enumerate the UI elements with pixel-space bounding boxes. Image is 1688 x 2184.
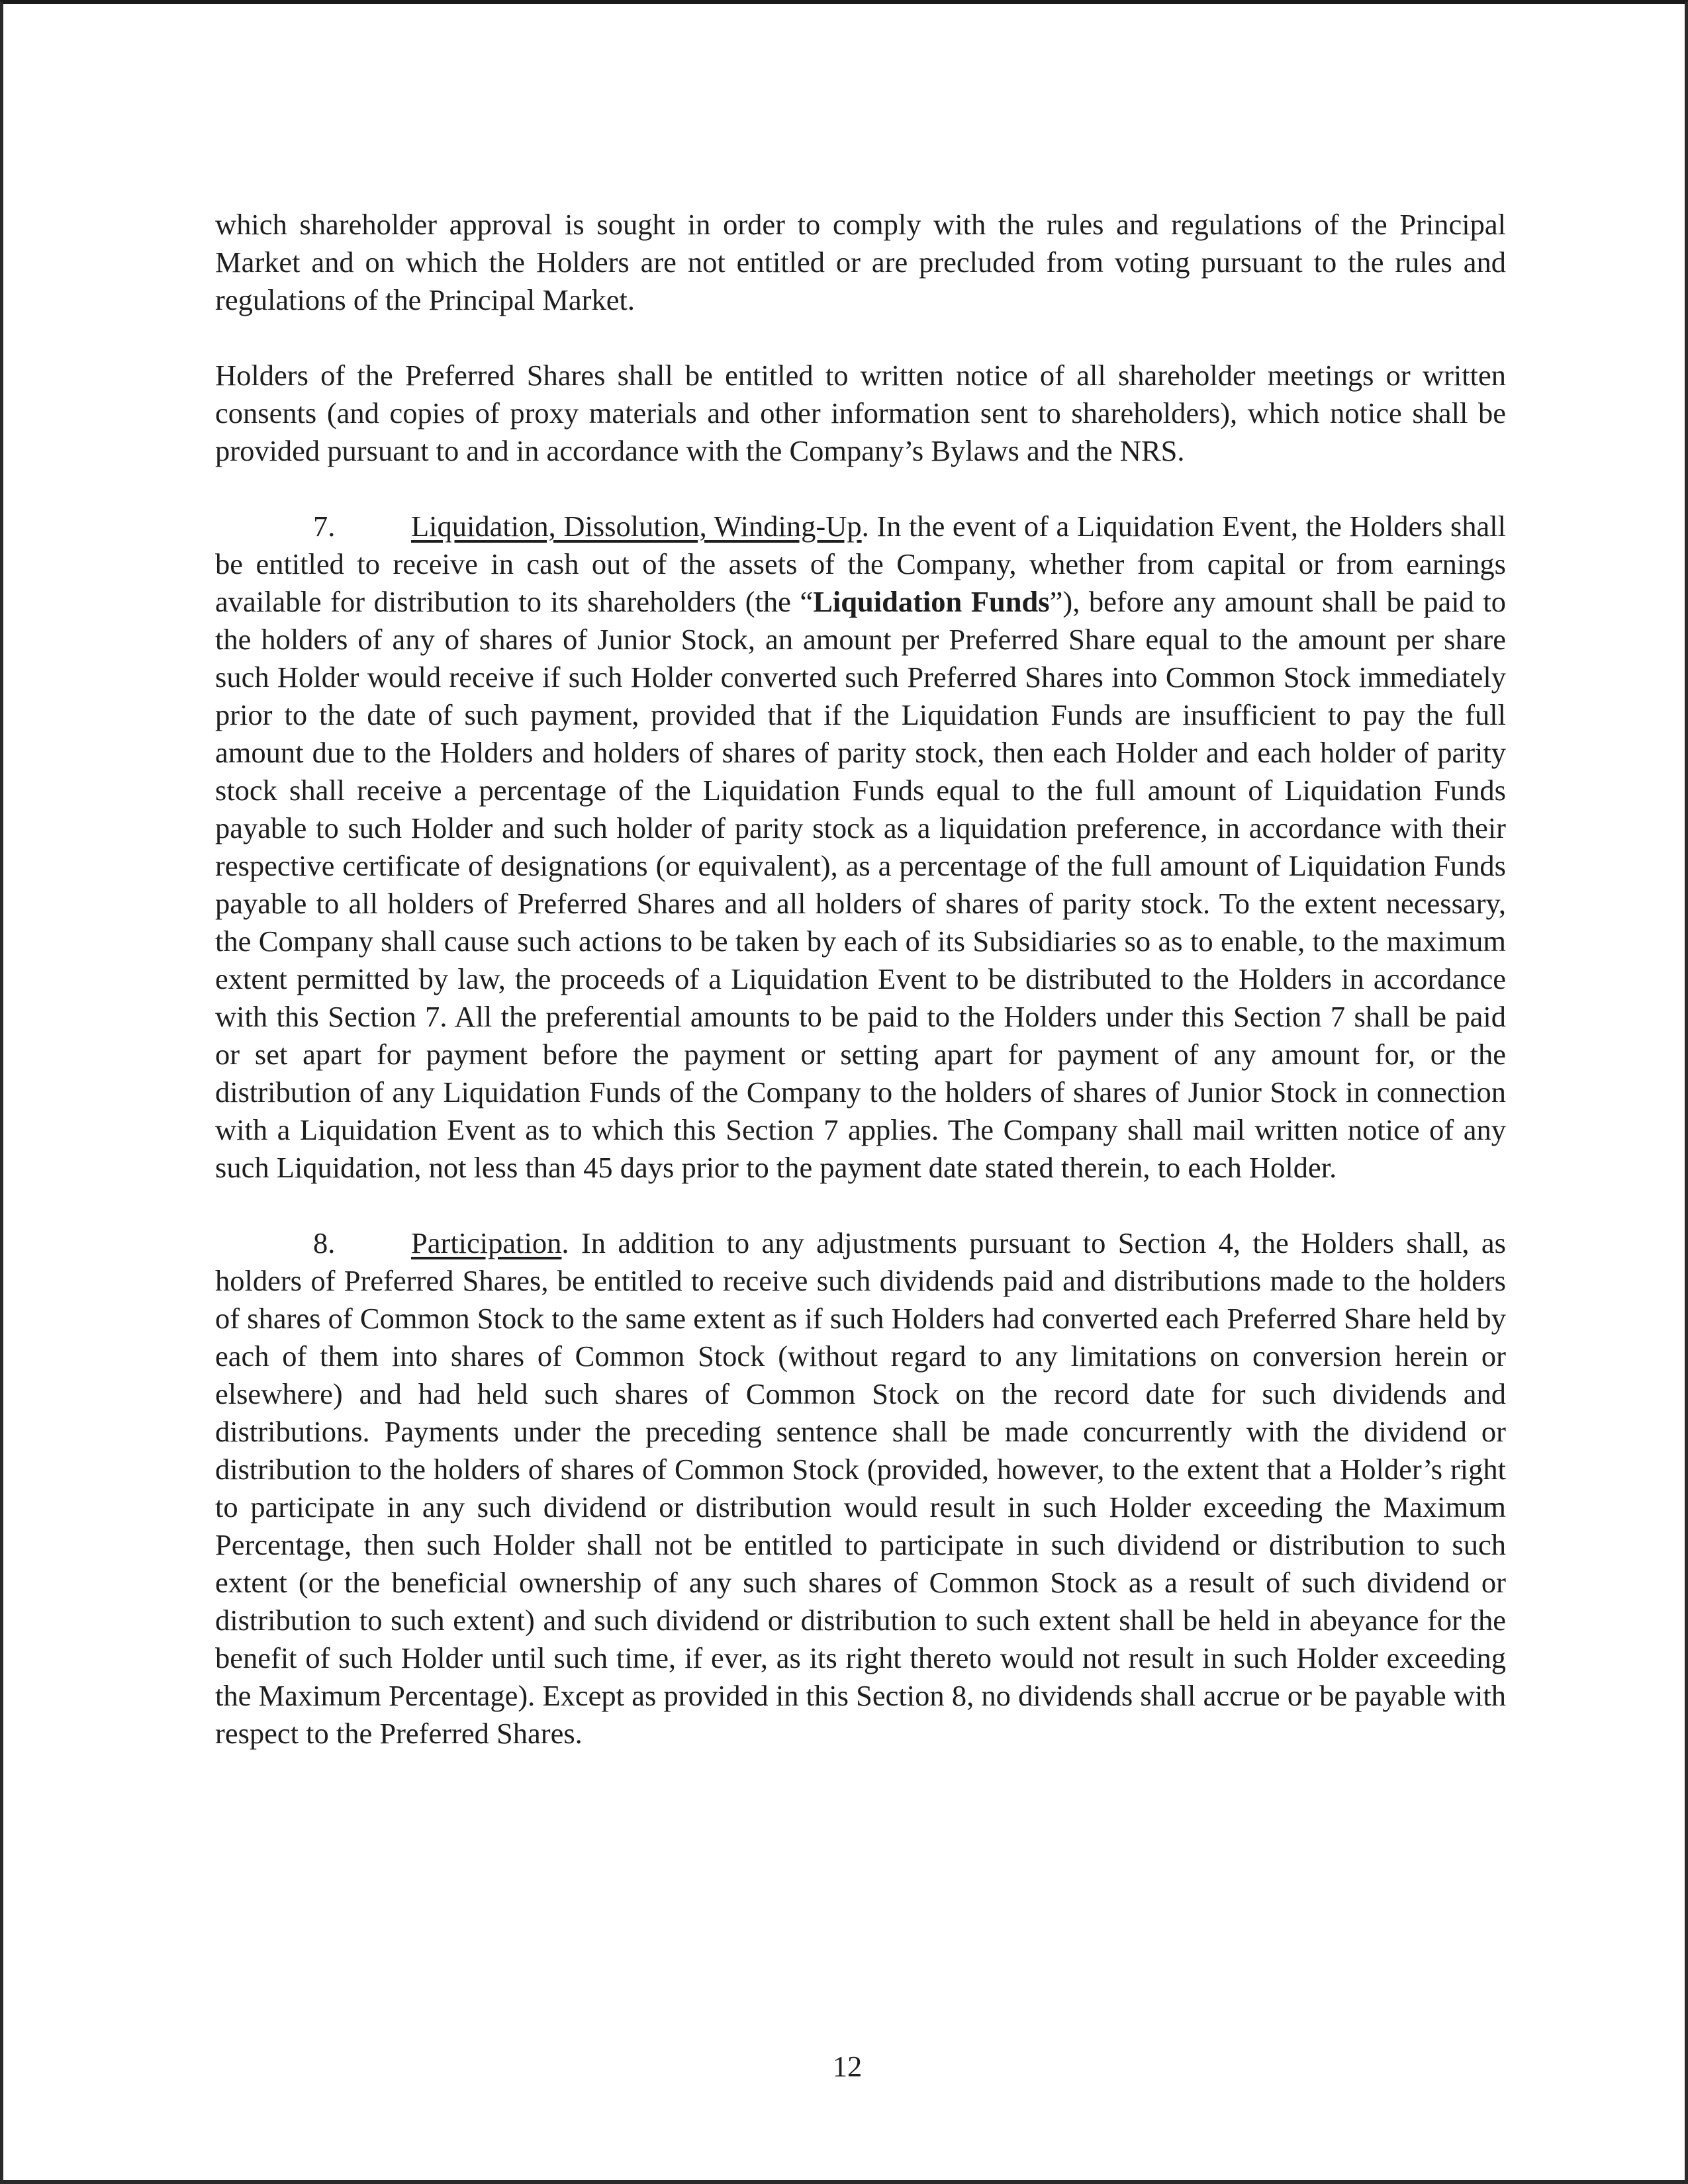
section-7-text-after-term: ”), before any amount shall be paid to the holders of any of shares of Junior Stock, an amount per Preferred Share equal to the amount per share such Holder would receive if such Holder converted such Preferred Shares into Common Stock immediately prior to the date of such payment, provided that if the Liquidation Funds are insufficient to pay the full amount due to the Holders and holders of shares of parity stock, then each Holder and each holder of parity stock shall receive a percentage of the Liquidation Funds equal to the full amount of Liquidation Funds payable to such Holder and such holder of parity stock as a liquidation preference, in accordance with their respective certificate of designations (or equivalent), as a percentage of the full amount of Liquidation Funds payable to all holders of Preferred Shares and all holders of shares of parity stock. To the extent necessary, the Company shall cause such actions to be taken by each of its Subsidiaries so as to enable, to the maximum extent permitted by law, the proceeds of a Liquidation Event to be distributed to the Holders in accordance with this Section 7. All the preferential amounts to be paid to the Holders under this Section 7 shall be paid or set apart for payment before the payment or setting apart for payment of any amount for, or the distribution of any Liquidation Funds of the Company to the holders of shares of Junior Stock in connection with a Liquidation Event as to which this Section 7 applies. The Company shall mail written notice of any such Liquidation, not less than 45 days prior to the payment date stated therein, to each Holder.: [215, 585, 1506, 1184]
section-7-defined-term: Liquidation Funds: [813, 585, 1050, 618]
section-7-text-before-term: . In the event of a Liquidation Event, the Holders shall be entitled to receive in cash out of the assets of the Company, whether from capital or from earnings available for distribution to its shareholders (the “: [215, 510, 1506, 618]
section-8-number: 8.: [313, 1226, 336, 1259]
section-7-number: 7.: [313, 510, 336, 543]
paragraph-shareholder-approval: which shareholder approval is sought in order to comply with the rules and regulations of the Principal Market and on which the Holders are not entitled or are precluded from voting pursuant to the rules and regulations of the Principal Market.: [215, 208, 1506, 316]
section-8-text: . In addition to any adjustments pursuant to Section 4, the Holders shall, as holders of Preferred Shares, be entitled to receive such dividends paid and distributions made to the holders of shares of Common Stock to the same extent as if such Holders had converted each Preferred Share held by each of them into shares of Common Stock (without regard to any limitations on conversion herein or elsewhere) and had held such shares of Common Stock on the record date for such dividends and distributions. Payments under the preceding sentence shall be made concurrently with the dividend or distribution to the holders of shares of Common Stock (provided, however, to the extent that a Holder’s right to participate in any such dividend or distribution would result in such Holder exceeding the Maximum Percentage, then such Holder shall not be entitled to participate in such dividend or distribution to such extent (or the beneficial ownership of any such shares of Common Stock as a result of such dividend or distribution to such extent) and such dividend or distribution to such extent shall be held in abeyance for the benefit of such Holder until such time, if ever, as its right thereto would not result in such Holder exceeding the Maximum Percentage). Except as provided in this Section 8, no dividends shall accrue or be payable with respect to the Preferred Shares.: [215, 1226, 1506, 1750]
section-8-participation: [215, 1224, 1506, 1752]
section-7-heading: Liquidation, Dissolution, Winding-Up: [411, 510, 862, 543]
paragraph-notice-of-meetings: Holders of the Preferred Shares shall be entitled to written notice of all shareholder meetings or written consents (and copies of proxy materials and other information sent to shareholders), which notice shall be provided pursuant to and in accordance with the Company’s Bylaws and the NRS.: [215, 359, 1506, 467]
document-body: [215, 206, 1506, 1790]
section-8-heading: Participation: [411, 1226, 562, 1259]
page-number: 12: [832, 2050, 863, 2083]
section-7-liquidation: [215, 508, 1506, 1187]
